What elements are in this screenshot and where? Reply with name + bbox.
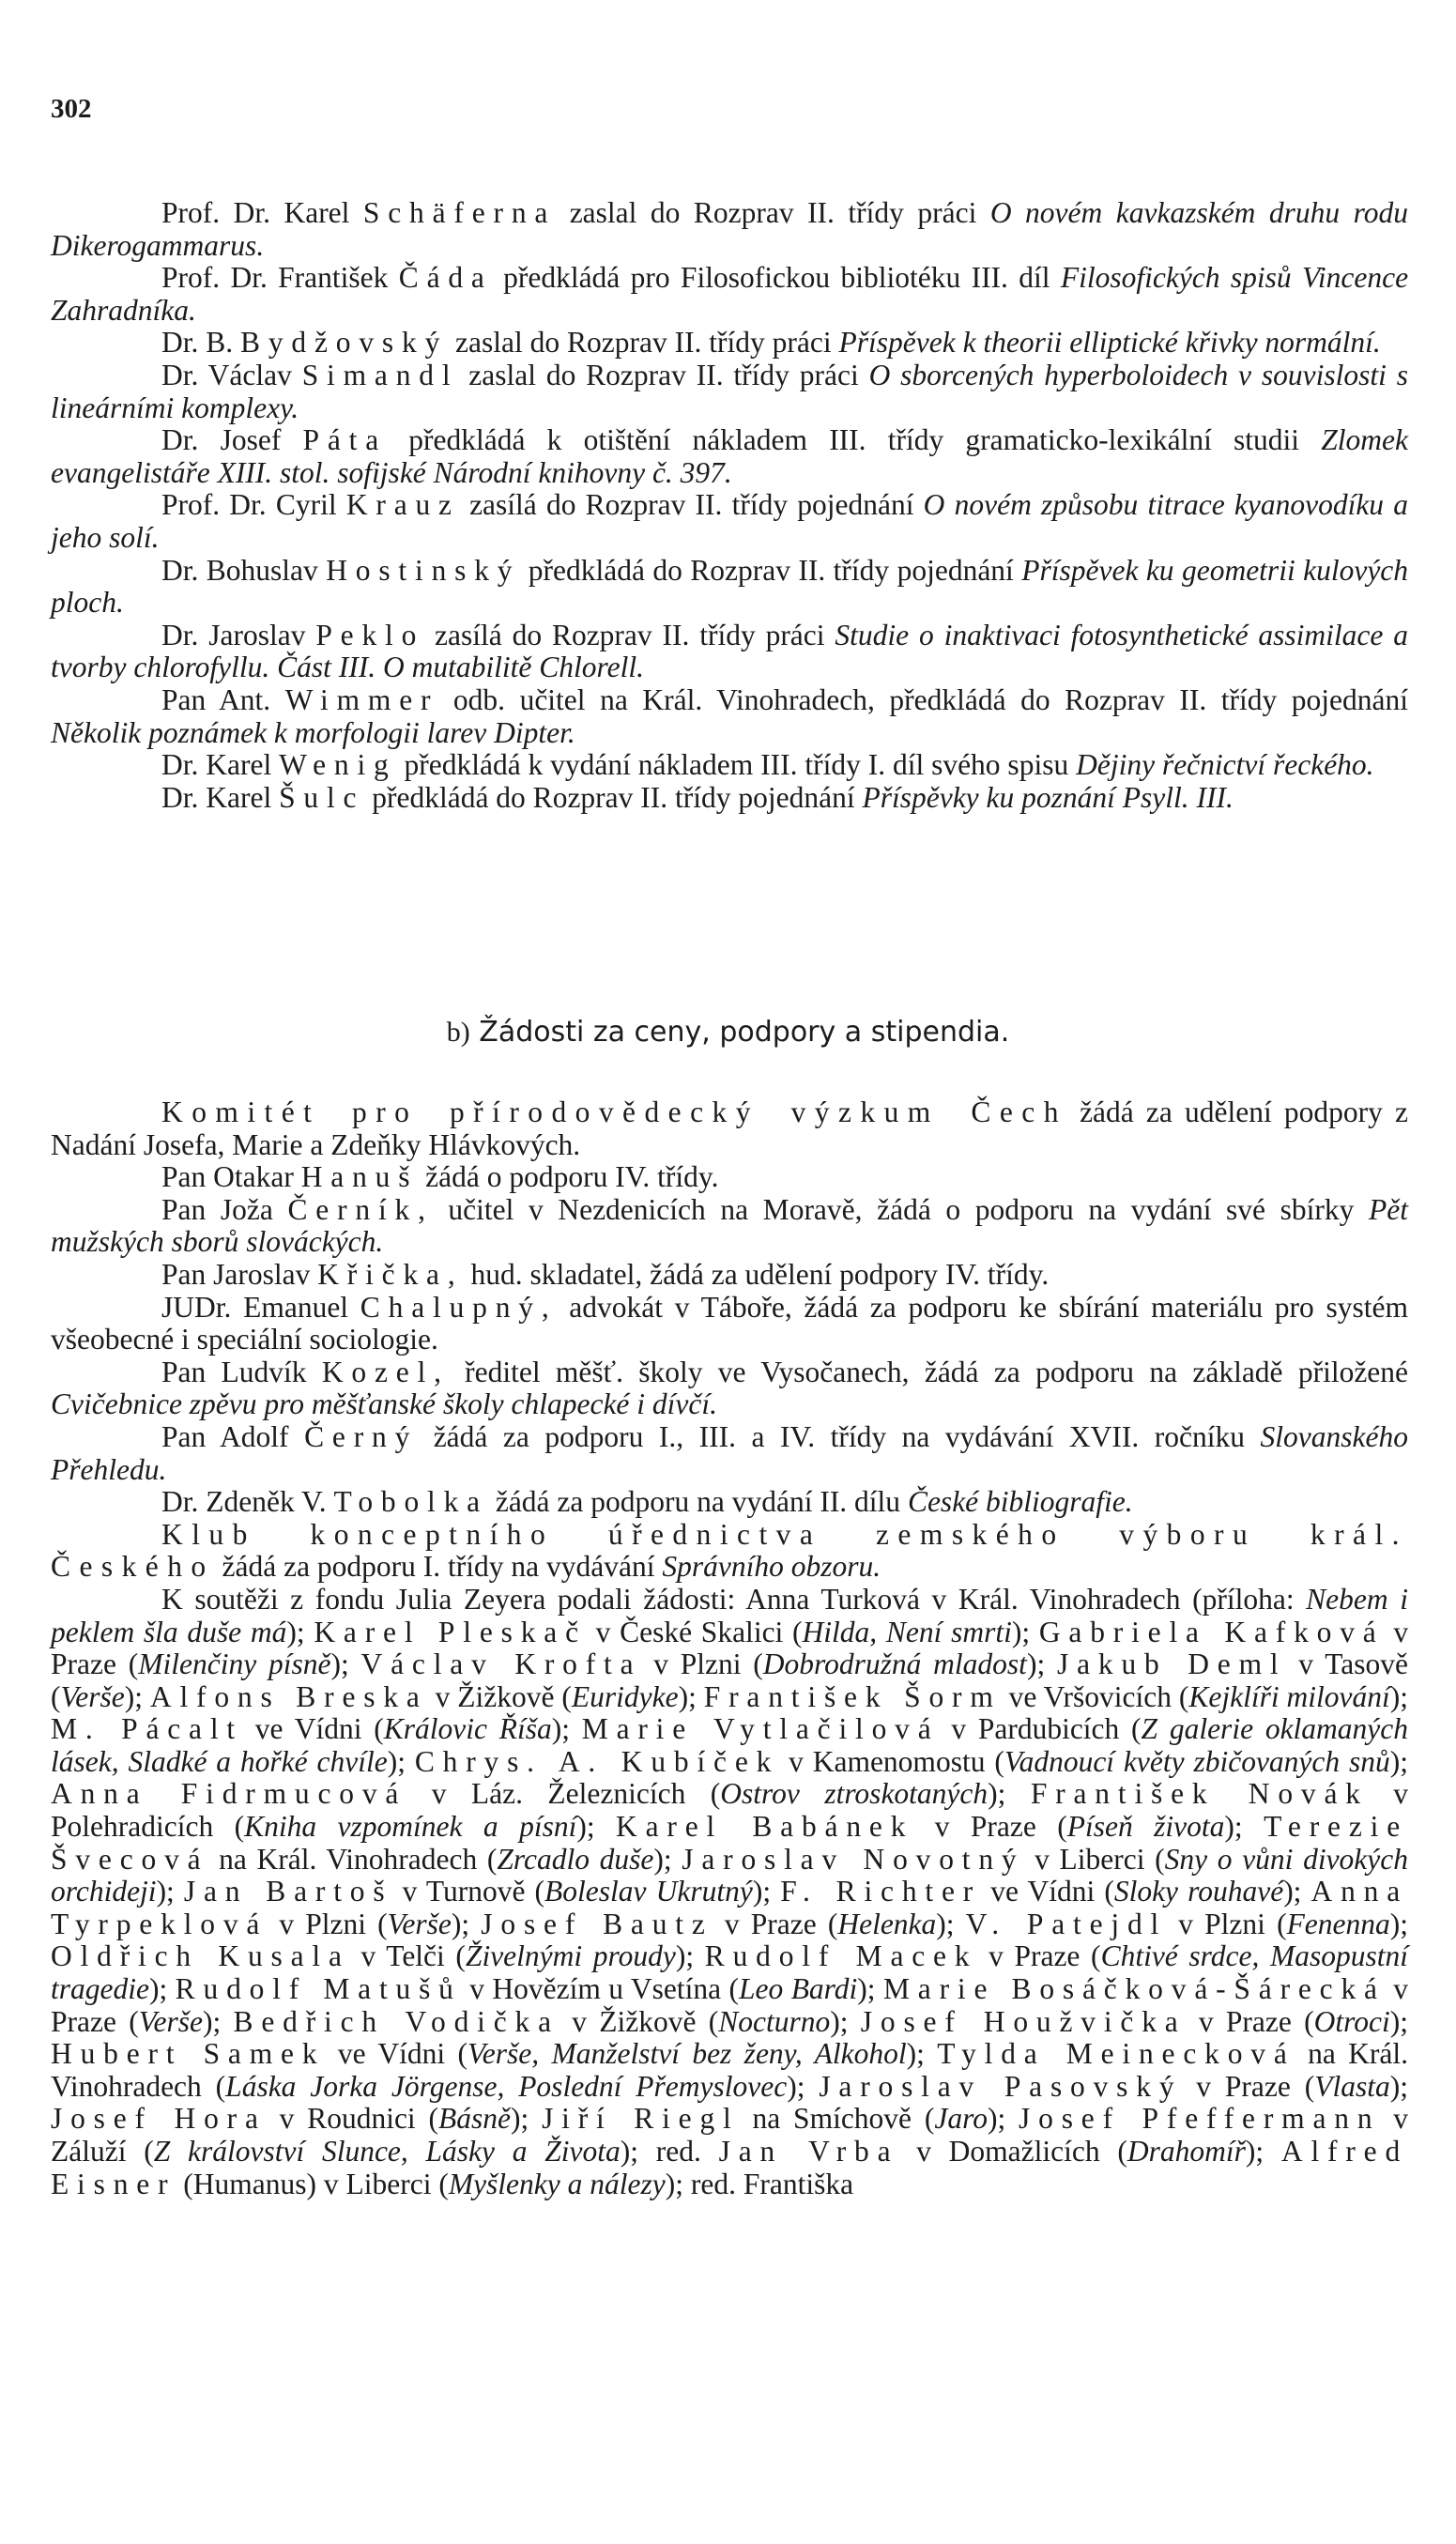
work-title: Verše, Manželství bez ženy, Alkohol (467, 2037, 907, 2071)
zeyer-fund-paragraph: K soutěži z fondu Julia Zeyera podali žádosti: Anna Turková v Král. Vinohradech (příloha: Nebem i peklem šla duše má); Karel Pleskač v České Skalici (Hilda, Není smrti); Gabriela Kafková v Praze (Milenčiny písně); Václav Krofta v Plzni (Dobrodružná mladost); Jakub Deml v Tasově (Verše); Alfons Breska v Žižkově (Euridyke); František Šorm ve Vršovicích (Kejklíři milování); M. Pácalt ve Vídni (Královic Říša); Marie Vytlačilová v Pardubicích (Z galerie oklamaných lásek, Sladké a hořké chvíle); Chrys. A. Kubíček v Kamenomostu (Vadnoucí květy zbičovaných snů); Anna Fidrmucová v Láz. Železnicích (Ostrov ztroskotaných); František Novák v Polehradicích (Kniha vzpomínek a písní); Karel Babánek v Praze (Píseň života); Terezie Švecová na Král. Vinohradech (Zrcadlo duše); Jaroslav Novotný v Liberci (Sny o vůni divokých orchideji); Jan Bartoš v Turnově (Boleslav Ukrutný); F. Richter ve Vídni (Sloky rouhavé); Anna Tyrpeklová v Plzni (Verše); Josef Bautz v Praze (Helenka); V. Patejdl v Plzni (Fenenna); Oldřich Kusala v Telči (Živelnými proudy); Rudolf Macek v Praze (Chtivé srdce, Masopustní tragedie); Rudolf Matušů v Hovězím u Vsetína (Leo Bardi); Marie Bosáčková-Šárecká v Praze (Verše); Bedřich Vodička v Žižkově (Nocturno); Josef Houžvička v Praze (Otroci); Hubert Samek ve Vídni (Verše, Manželství bez ženy, Alkohol); Tylda Meinecková na Král. Vinohradech (Láska Jorka Jörgense, Poslední Přemyslovec); Jaroslav Pasovský v Praze (Vlasta); Josef Hora v Roudnici (Básně); Jiří Riegl na Smíchově (Jaro); Josef Pfeffermann v Záluží (Z království Slunce, Lásky a Života); red. Jan Vrba v Domažlicích (Drahomíř); Alfred Eisner (Humanus) v Liberci (Myšlenky a nálezy); red. Františka (51, 1582, 1409, 2200)
work-title: O novém způsobu titrace kyanovodíku a jeho solí. (51, 488, 1408, 554)
applicant-name: Černý (304, 1419, 419, 1453)
work-title: Slovanského Přehledu. (51, 1419, 1408, 1486)
applicant-name: Marie Bosáčková-Šárecká (882, 1972, 1386, 2006)
section-a-entries (51, 197, 1408, 814)
entry-text: Dr. B. (161, 326, 234, 360)
entry-paragraph (51, 489, 1408, 554)
work-title: Euridyke (571, 1679, 679, 1713)
work-title: Myšlenky a nálezy (448, 2167, 666, 2200)
entry-text: Dr. Karel (161, 748, 272, 782)
applicant-name: Karel Babánek (616, 1810, 914, 1844)
applicant-place: v Láz. Železnicích (431, 1777, 686, 1811)
applicant-place: v Polehradicích (51, 1777, 1409, 1844)
paragraph (51, 1161, 1408, 1194)
paragraph (51, 1486, 1408, 1519)
work-title: České bibliografie. (907, 1485, 1133, 1519)
paragraph-text: Pan Jaroslav (161, 1257, 311, 1291)
entry-text: zaslal do Rozprav II. třídy práci (455, 326, 832, 360)
entry-text: Dr. Josef (161, 423, 282, 457)
applicant-name: Karel Pleskač (314, 1615, 587, 1648)
paragraph-text: Pan Ludvík (161, 1355, 307, 1388)
paragraph-text: žádá za podporu na vydání II. dílu (495, 1485, 901, 1519)
entry-text: Prof. Dr. Cyril (161, 488, 337, 522)
applicant-name: Oldřich Kusala (51, 1939, 350, 1973)
entry-text: předkládá do Rozprav II. třídy pojednání (372, 780, 855, 814)
applicant-place: v Praze (934, 1810, 1036, 1844)
applicant-place: v Praze (51, 1615, 1409, 1681)
work-title: Chtivé srdce, Masopustní tragedie (51, 1939, 1409, 2006)
applicant-place: v Hovězím u Vsetína (469, 1972, 722, 2006)
author-name: Čáda (398, 261, 493, 295)
entry-paragraph (51, 262, 1408, 327)
author-name: Schäferna (362, 196, 557, 229)
applicant-name: Josef Pfeffermann (1019, 2102, 1381, 2136)
applicant-name: Chalupný, (360, 1290, 558, 1324)
work-title: Filosofických spisů Vincence Zahradníka. (51, 261, 1409, 327)
applicant-place: v Pardubicích (951, 1712, 1120, 1746)
applicant-name: Alfons Breska (149, 1679, 428, 1713)
author-name: Hostinský (326, 553, 521, 587)
work-title: Z království Slunce, Lásky a Života (153, 2135, 621, 2168)
entry-text: Dr. Václav (161, 358, 292, 391)
paragraph (51, 1194, 1408, 1259)
paragraph (51, 1096, 1408, 1161)
paragraph (51, 1519, 1408, 1584)
applicant-name: František Šorm (703, 1679, 1002, 1713)
applicant-place: v Liberci (1035, 1842, 1145, 1876)
work-title: Sny o vůni divokých orchideji (51, 1842, 1408, 1908)
applicant-name: Alfred Eisner (51, 2135, 1409, 2200)
applicant-name: Jaroslav Pasovský (819, 2069, 1183, 2103)
paragraph-text: žádá za udělení podpory z Nadání Josefa, Marie a Zdeňky Hlávkových. (51, 1096, 1409, 1161)
applicant-place: (Humanus) v Liberci (183, 2167, 432, 2200)
applicant-name: Anna Tyrpeklová (51, 1875, 1409, 1940)
paragraph (51, 1421, 1408, 1486)
applicant-place: v Žižkově (435, 1679, 555, 1713)
paragraph-text: žádá za podporu I. třídy na vydávání (222, 1550, 655, 1584)
paragraph-text: učitel v Nezdenicích na Moravě, žádá o podporu na vydání své sbírky (448, 1192, 1355, 1226)
work-title: Fenenna (1286, 1907, 1390, 1940)
applicant-place: v Záluží (51, 2102, 1409, 2168)
applicant-place: v České Skalici (595, 1615, 784, 1648)
applicant-place: ve Vídni (337, 2037, 446, 2071)
work-title: Verše (387, 1907, 452, 1940)
entry-text: Dr. Jaroslav (161, 618, 306, 651)
work-title: Láska Jorka Jörgense, Poslední Přemyslovec (225, 2069, 788, 2103)
applicant-name: Terezie Švecová (51, 1810, 1409, 1876)
work-title: Jaro (934, 2102, 988, 2136)
work-title: Hilda, Není smrti (802, 1615, 1012, 1648)
applicant-place: v Plzni (653, 1647, 742, 1681)
entry-text: zaslal do Rozprav II. třídy práci (468, 358, 859, 391)
work-title: Básně (438, 2102, 511, 2136)
applicant-name: Bedřich Vodička (233, 2004, 559, 2038)
entry-paragraph (51, 620, 1408, 684)
applicant-place: ve Vídni (990, 1875, 1096, 1908)
applicant-name: Marie Vytlačilová (581, 1712, 940, 1746)
work-title: Kejklíři milování (1188, 1679, 1390, 1713)
work-title: Boleslav Ukrutný (544, 1875, 753, 1908)
applicant-name: V. Patejdl (965, 1907, 1168, 1940)
applicant-name: Jan Vrba (718, 2135, 899, 2168)
paragraph-text: Pan Otakar (161, 1160, 294, 1194)
author-name: Krauz (345, 488, 460, 522)
section-heading-title: Žádosti za ceny, podpory a stipendia. (479, 1016, 1010, 1049)
work-title: Cvičebnice zpěvu pro měšťanské školy chlapecké i dívčí. (51, 1387, 717, 1421)
section-b-entries (51, 1096, 1408, 2200)
work-title: Píseň života (1066, 1810, 1225, 1844)
paragraph-text: Pan Adolf (161, 1419, 289, 1453)
entry-text: předkládá do Rozprav II. třídy pojednání (528, 553, 1014, 587)
entry-paragraph (51, 360, 1408, 424)
applicant-place: na Král. Vinohradech (51, 2037, 1409, 2103)
applicant-place: v Praze (1198, 2004, 1292, 2038)
work-title: Pět mužských sborů slováckých. (51, 1192, 1408, 1259)
entry-text: zasílá do Rozprav II. třídy práci (435, 618, 825, 651)
applicant-place: v Plzni (279, 1907, 367, 1940)
work-title: Vadnoucí květy zbičovaných snů (1004, 1744, 1390, 1778)
work-title: Drahomíř (1126, 2135, 1246, 2168)
work-title: Nocturno (718, 2004, 831, 2038)
applicant-place: v Tasově (1298, 1647, 1409, 1681)
work-title: Ostrov ztroskotaných (720, 1777, 989, 1811)
applicant-place: ve Vídni (254, 1712, 362, 1746)
entry-text: Dr. Karel (161, 780, 272, 814)
entry-text: Dr. Bohuslav (161, 553, 318, 587)
work-title: Příspěvky ku poznání Psyll. III. (862, 780, 1234, 814)
work-title: Několik poznámek k morfologii larev Dipter. (51, 715, 575, 749)
paragraph (51, 1356, 1408, 1421)
entry-text: red. Františka (690, 2167, 854, 2200)
author-name: Wenig (279, 748, 397, 782)
work-title: Královic Říša (383, 1712, 552, 1746)
applicant-name: František Novák (1030, 1777, 1369, 1811)
paragraph-text: advokát v Táboře, žádá za podporu ke sbírání materiálu pro systém všeobecné i speciální sociologie. (51, 1290, 1409, 1356)
applicant-name: Anna Fidrmucová (51, 1777, 407, 1811)
applicant-name: Jaroslav Novotný (682, 1842, 1025, 1876)
applicant-place: v Turnově (402, 1875, 526, 1908)
applicant-name: Václav Krofta (360, 1647, 642, 1681)
paragraph-text: Pan Joža (161, 1192, 273, 1226)
applicant-name: Rudolf Macek (704, 1939, 978, 1973)
applicant-place: na Smíchově (752, 2102, 912, 2136)
applicant-place: v Žižkově (572, 2004, 697, 2038)
applicant-name: F. Richter (780, 1875, 982, 1908)
applicant-name: Tobolka (333, 1485, 488, 1519)
work-title: Nebem i peklem šla duše má (51, 1582, 1408, 1648)
applicant-name: Hubert Samek (51, 2037, 326, 2071)
applicant-name: Rudolf Matušů (175, 1972, 462, 2006)
applicant-name: Josef Hora (51, 2102, 267, 2136)
work-title: O novém kavkazském druhu rodu Dikerogammarus. (51, 196, 1408, 262)
paragraph-text: hud. skladatel, žádá za udělení podpory IV. třídy. (470, 1257, 1050, 1291)
work-title: O sborcených hyperboloidech v souvislosti s lineárními komplexy. (51, 358, 1408, 424)
work-title: Milenčiny písně (138, 1647, 331, 1681)
author-name: Šulc (279, 780, 365, 814)
entry-paragraph (51, 197, 1408, 262)
work-title: Zlomek evangelistáře XIII. stol. sofijské Národní knihovny č. 397. (51, 423, 1408, 489)
applicant-place: v Praze (1196, 2069, 1291, 2103)
applicant-name: Jakub Deml (1057, 1647, 1287, 1681)
paragraph-text: ředitel měšť. školy ve Vysočanech, žádá za podporu na základě přiložené (465, 1355, 1409, 1388)
applicant-name: Hanuš (300, 1160, 419, 1194)
paragraph-text: žádá za podporu I., III. a IV. třídy na vydávání XVII. ročníku (433, 1419, 1245, 1453)
applicant-name: Jan Bartoš (183, 1875, 393, 1908)
entry-text: předkládá pro Filosofickou bibliotéku III. díl (503, 261, 1050, 295)
author-name: Simandl (301, 358, 459, 391)
work-title: Dobrodružná mladost (762, 1647, 1027, 1681)
applicant-name: Komitét pro přírodovědecký výzkum Čech (161, 1096, 1067, 1128)
entry-paragraph (51, 749, 1408, 782)
entry-paragraph (51, 782, 1408, 815)
work-title: Zrcadlo duše (497, 1842, 654, 1876)
entry-text: odb. učitel na Král. Vinohradech, předkládá do Rozprav II. třídy pojednání (452, 682, 1409, 716)
paragraph-text: žádá o podporu IV. třídy. (425, 1160, 719, 1194)
work-title: Správního obzoru. (662, 1550, 881, 1584)
work-title: Příspěvek ku geometrii kulových ploch. (51, 553, 1409, 620)
applicant-name: Chrys. A. Kubíček (414, 1744, 780, 1778)
author-name: Bydžovský (240, 326, 449, 360)
work-title: Otroci (1313, 2004, 1390, 2038)
paragraph (51, 1259, 1408, 1292)
applicant-name: Tylda Meinecková (937, 2037, 1295, 2071)
applicant-name: Kozel, (321, 1355, 450, 1388)
work-title: Sloky rouhavé (1113, 1875, 1284, 1908)
applicant-name: Křička, (317, 1257, 464, 1291)
work-title: Příspěvek k theorii elliptické křivky normální. (838, 326, 1381, 360)
applicant-name: Klub konceptního úřednictva zemského výboru král. Českého (51, 1517, 1408, 1584)
section-heading (0, 1016, 1456, 1049)
entry-text: red. (655, 2135, 701, 2168)
applicant-place: v Praze (51, 1972, 1409, 2038)
applicant-place: ve Vršovicích (1008, 1679, 1172, 1713)
author-name: Páta (302, 423, 388, 457)
work-title: Studie o inaktivaci fotosynthetické assimilace a tvorby chlorofyllu. Část III. O mutabilitě Chlorell. (51, 618, 1409, 684)
work-title: Dějiny řečnictví řeckého. (1076, 748, 1374, 782)
applicant-name: Gabriela Kafková (1038, 1615, 1385, 1648)
page-number: 302 (51, 94, 92, 124)
applicant-name: Černík, (287, 1192, 434, 1226)
entry-text: Prof. Dr. František (161, 261, 389, 295)
section-heading-prefix: b) (446, 1017, 470, 1048)
paragraph-text: K soutěži z fondu Julia Zeyera podali žádosti: Anna Turková v Král. Vinohradech (příloha: (161, 1582, 1295, 1616)
entry-paragraph (51, 327, 1408, 360)
entry-paragraph (51, 424, 1408, 489)
author-name: Peklo (315, 618, 425, 651)
applicant-name: M. Pácalt (51, 1712, 243, 1746)
applicant-name: Josef Bautz (481, 1907, 713, 1940)
applicant-name: Josef Houžvička (860, 2004, 1187, 2038)
applicant-place: v Kamenomostu (789, 1744, 986, 1778)
work-title: Kniha vzpomínek a písní (244, 1810, 577, 1844)
entry-text: předkládá k otištění nákladem III. třídy gramaticko-lexikální studii (408, 423, 1300, 457)
entry-text: Pan Ant. (161, 682, 271, 716)
entry-text: zasílá do Rozprav II. třídy pojednání (469, 488, 914, 522)
entry-paragraph (51, 555, 1408, 620)
applicant-place: v Roudnici (279, 2102, 416, 2136)
paragraph (51, 1292, 1408, 1356)
work-title: Verše (60, 1679, 125, 1713)
work-title: Živelnými proudy (465, 1939, 676, 1973)
paragraph-text: JUDr. Emanuel (161, 1290, 349, 1324)
entry-text: zaslal do Rozprav II. třídy práci (569, 196, 977, 229)
applicant-place: v Plzni (1178, 1907, 1265, 1940)
applicant-place: v Telči (360, 1939, 445, 1973)
work-title: Leo Bardi (739, 1972, 858, 2006)
entry-text: Prof. Dr. Karel (161, 196, 350, 229)
applicant-name: Jiří Riegl (542, 2102, 740, 2136)
author-name: Wimmer (284, 682, 439, 716)
work-title: Z galerie oklamaných lásek, Sladké a hořké chvíle (51, 1712, 1409, 1778)
entry-paragraph (51, 684, 1408, 749)
applicant-place: na Král. Vinohradech (219, 1842, 478, 1876)
entry-text: předkládá k vydání nákladem III. třídy I. díl svého spisu (404, 748, 1069, 782)
paragraph-text: Dr. Zdeněk V. (161, 1485, 327, 1519)
work-title: Helenka (837, 1907, 937, 1940)
applicant-place: v Domažlicích (916, 2135, 1100, 2168)
applicant-place: v Praze (724, 1907, 817, 1940)
applicant-place: v Praze (989, 1939, 1081, 1973)
work-title: Verše (138, 2004, 203, 2038)
work-title: Vlasta (1314, 2069, 1390, 2103)
